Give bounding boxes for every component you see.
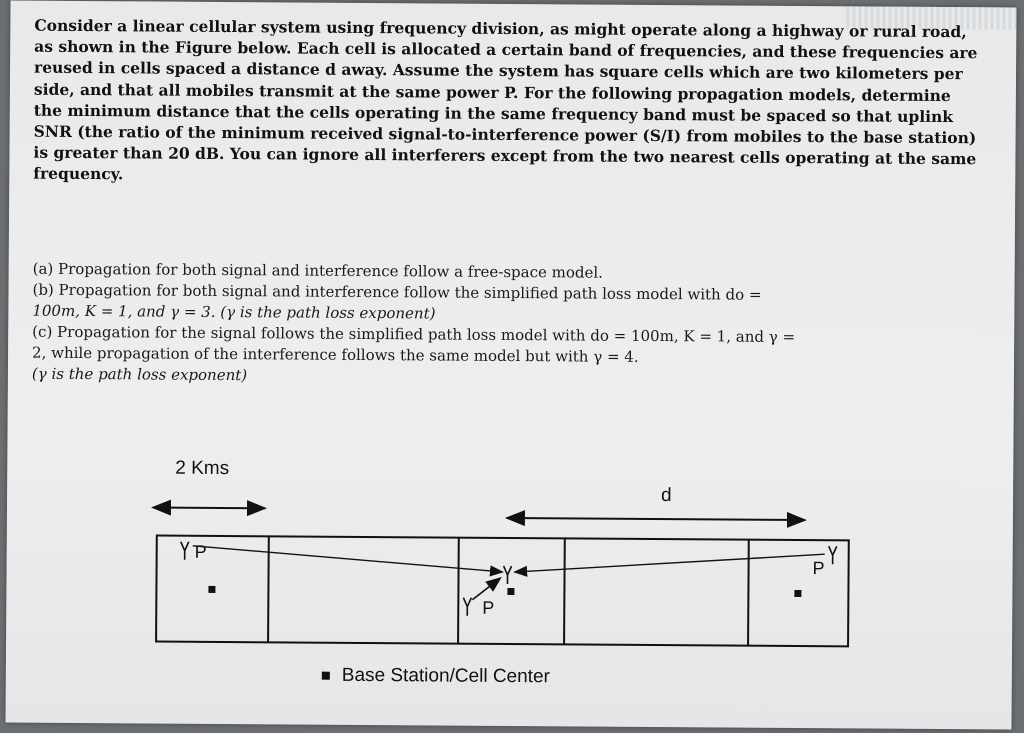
part-b-line1: (b) Propagation for both signal and interference follow the simplified path loss model with do = xyxy=(32,280,762,304)
part-c-note: (γ is the path loss exponent) xyxy=(31,364,248,385)
base-station-left xyxy=(208,586,215,593)
problem-parts xyxy=(32,259,983,392)
base-station-right xyxy=(794,590,801,597)
part-c-line2: 2, while propagation of the interference follows the same model but with γ = 4. xyxy=(32,343,639,366)
mobile-antenna-left xyxy=(181,542,189,560)
cell-layout-figure xyxy=(136,451,858,706)
signal-path-center xyxy=(472,578,500,600)
figure-legend xyxy=(322,665,550,689)
part-a: (a) Propagation for both signal and interference follow a free-space model. xyxy=(32,259,604,282)
power-label-center: P xyxy=(482,597,495,618)
base-station-legend-icon xyxy=(322,672,330,680)
interference-path-left xyxy=(193,546,503,572)
power-label-left: P xyxy=(194,541,207,562)
problem-statement xyxy=(33,15,984,191)
mobile-antenna-right xyxy=(829,546,837,564)
cell-divider xyxy=(748,540,749,646)
photographed-page xyxy=(5,0,1016,729)
problem-paragraph: Consider a linear cellular system using frequency division, as might operate along a highway or rural road, as shown in the Figure below. Each cell is allocated a certain band of frequencies, and these frequencies are reused in cells spaced a distance d away. Assume the system has square cells which are two kilometers per side, and that all mobiles transmit at the same power P. For the following propagation models, determine the minimum distance that the cells operating in the same frequency band must be spaced so that uplink SNR (the ratio of the minimum received signal-to-interference power (S/I) from mobiles to the base station) is greater than 20 dB. You can ignore all interferers except from the two nearest cells operating at the same frequency. xyxy=(33,15,978,184)
cell-size-label: 2 Kms xyxy=(175,457,230,480)
part-c-line1: (c) Propagation for the signal follows the simplified path loss model with do = 100m, K = 1, and γ = xyxy=(32,322,796,346)
mobile-antenna-center xyxy=(463,598,471,616)
reuse-distance-arrow xyxy=(507,518,805,520)
cell-divider xyxy=(564,538,565,644)
cell-width-arrow xyxy=(153,508,265,509)
cells-diagram xyxy=(136,451,857,666)
base-station-antenna-center xyxy=(503,566,511,584)
interference-path-right xyxy=(515,552,825,574)
legend-label: Base Station/Cell Center xyxy=(341,664,550,688)
part-b-line2: 100m, K = 1, and γ = 3. (γ is the path loss exponent) xyxy=(32,301,436,323)
base-station-center xyxy=(507,588,514,595)
power-label-right: P xyxy=(812,558,825,579)
reuse-distance-label: d xyxy=(661,485,672,507)
cell-divider xyxy=(458,538,459,644)
